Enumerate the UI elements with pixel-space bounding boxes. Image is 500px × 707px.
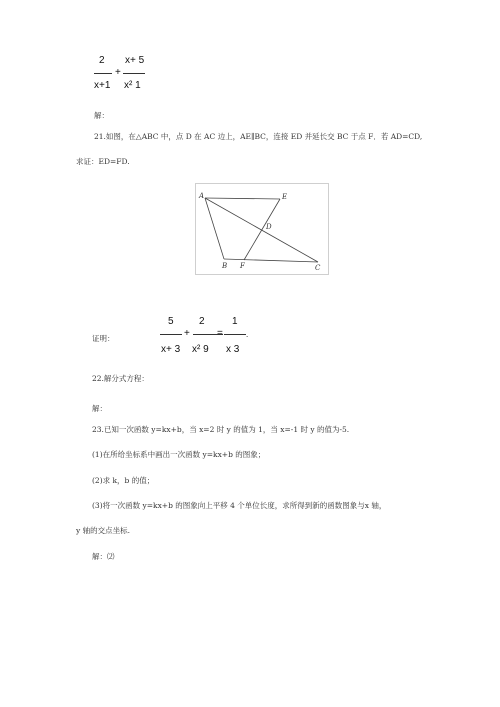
eq-t1-den: x+ 3 (161, 344, 181, 355)
fraction-1-num-b: x+ 5 (125, 55, 145, 66)
segment-EF (244, 199, 280, 260)
eq-t2-num: 2 (199, 316, 205, 327)
fraction-1-plus: + (115, 67, 121, 78)
q23-part2: (2)求 k，b 的值； (92, 476, 155, 485)
q21-text-line1: 21.如图，在△ABC 中，点 D 在 AC 边上，AE∥BC，连接 ED 并延长交 BC 于点 F．若 AD=CD, (94, 132, 423, 141)
segment-AE (205, 198, 280, 199)
eq-dot: . (246, 330, 249, 339)
geometry-figure (195, 183, 329, 275)
fraction-1-bar-a (94, 73, 112, 74)
eq-bar-3 (224, 334, 246, 335)
eq-t3-num: 1 (232, 316, 238, 327)
label-F: F (240, 262, 245, 270)
label-E: E (282, 193, 288, 201)
segment-BC (224, 259, 318, 262)
fraction-1-den-b: x² 1 (124, 80, 141, 91)
eq-plus: + (184, 328, 190, 339)
label-B: B (222, 262, 228, 270)
q23-part3-line2: y 轴的交点坐标. (76, 526, 131, 535)
q22-title: 22.解分式方程： (92, 374, 149, 383)
answer-label-2: 解： (92, 404, 107, 413)
proof-label: 证明： (92, 334, 115, 343)
answer-label-1: 解： (94, 111, 109, 120)
q23-answer: 解：⑵ (92, 552, 115, 561)
eq-t1-num: 5 (168, 316, 174, 327)
q23-stem: 23.已知一次函数 y=kx+b，当 x=2 时 y 的值为 1，当 x=-1 时 y 的值为-5. (92, 425, 350, 434)
fraction-1-num-a: 2 (99, 55, 105, 66)
eq-t2-den: x² 9 (192, 344, 209, 355)
fraction-1-bar-b (123, 73, 145, 74)
label-D: D (266, 223, 272, 231)
q23-part1: (1)在所给坐标系中画出一次函数 y=kx+b 的图象； (92, 450, 266, 459)
eq-equals: = (217, 328, 223, 339)
q23-part3-line1: (3)将一次函数 y=kx+b 的图象向上平移 4 个单位长度，求所得到新的函数图象与x 轴， (92, 501, 387, 510)
eq-bar-1 (160, 334, 182, 335)
fraction-1-den-a: x+1 (94, 80, 111, 91)
q21-text-line2: 求证：ED=FD. (76, 157, 130, 166)
label-A: A (199, 192, 205, 200)
eq-t3-den: x 3 (226, 344, 240, 355)
label-C: C (315, 264, 321, 272)
triangle-diagram (196, 184, 328, 274)
